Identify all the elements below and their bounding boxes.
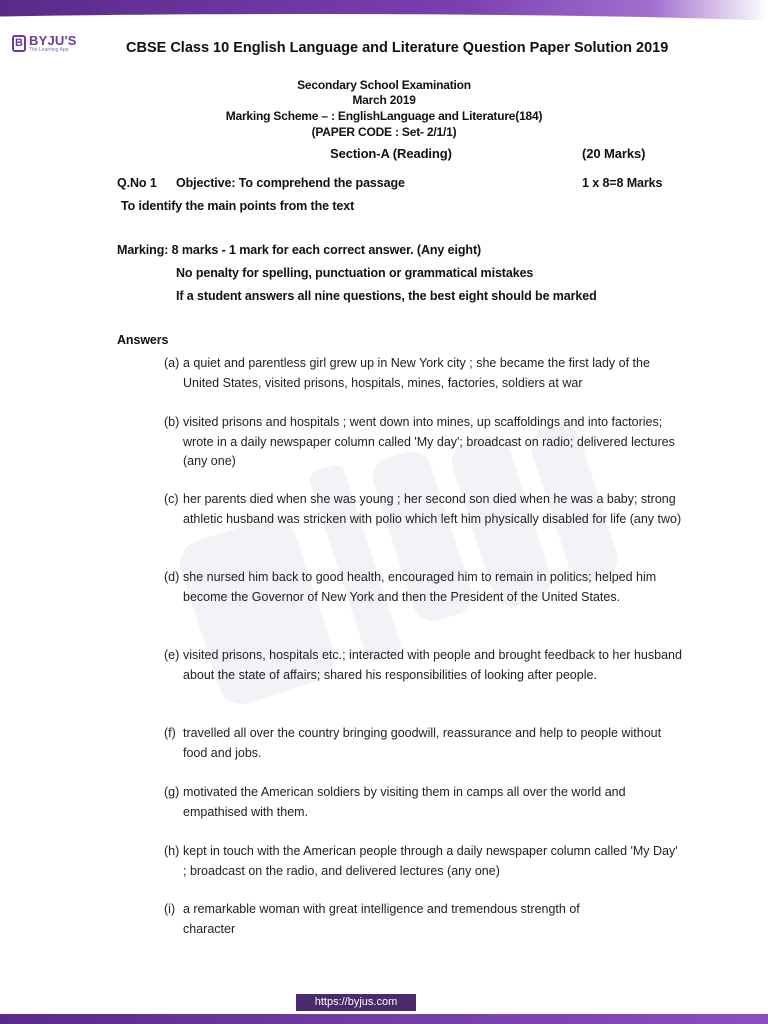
answer-item: [164, 490, 684, 529]
answer-text: travelled all over the country bringing goodwill, reassurance and help to people without food and jobs.: [183, 726, 662, 760]
logo-name: BYJU'S: [29, 33, 77, 48]
marking-rule-3: If a student answers all nine questions, the best eight should be marked: [176, 289, 597, 303]
answer-item: [164, 783, 684, 822]
answer-item: [164, 724, 684, 763]
answer-item: [164, 354, 684, 393]
marking-rule-1: Marking: 8 marks - 1 mark for each correct answer. (Any eight): [117, 243, 482, 257]
answer-text: a remarkable woman with great intelligence and tremendous strength of character: [183, 902, 580, 936]
footer-url-link[interactable]: https://byjus.com: [296, 994, 416, 1011]
answer-item: [164, 568, 684, 607]
logo-tagline: The Learning App: [29, 47, 69, 53]
answer-item: [164, 413, 684, 472]
answer-label: (c): [164, 492, 179, 506]
answer-text: kept in touch with the American people through a daily newspaper column called 'My Day' ; broadcast on the radio, and delivered lectures (any one): [183, 844, 678, 878]
question-objective: Objective: To comprehend the passage: [176, 176, 405, 190]
logo-mark-icon: B: [12, 35, 26, 52]
answer-text: a quiet and parentless girl grew up in New York city ; she became the first lady of the United States, visited prisons, hospitals, mines, factories, soldiers at war: [183, 356, 650, 390]
exam-name: Secondary School Examination: [297, 78, 471, 92]
answer-label: (h): [164, 844, 180, 858]
answer-label: (e): [164, 648, 180, 662]
section-heading: Section-A (Reading): [330, 146, 452, 161]
answer-text: visited prisons and hospitals ; went down into mines, up scaffoldings and into factories; wrote in a daily newspaper column called 'My day'; broadcast on radio; delivered lectures (any one): [183, 415, 675, 468]
marking-scheme-title: Marking Scheme – : EnglishLanguage and Literature(184): [225, 109, 543, 123]
section-marks: (20 Marks): [582, 146, 646, 161]
question-marks: 1 x 8=8 Marks: [582, 176, 663, 190]
answer-label: (i): [164, 902, 176, 916]
answers-heading: Answers: [117, 333, 169, 347]
answer-text: her parents died when she was young ; her second son died when he was a baby; strong athletic husband was stricken with polio which left him physically disabled for life (any two): [183, 492, 682, 526]
answer-label: (b): [164, 415, 180, 429]
logo-text: [29, 34, 77, 53]
marking-rule-2: No penalty for spelling, punctuation or grammatical mistakes: [176, 266, 534, 280]
answer-item: [164, 900, 634, 939]
answer-item: [164, 842, 684, 881]
answer-item: [164, 646, 684, 685]
answer-text: visited prisons, hospitals etc.; interacted with people and brought feedback to her husband about the state of affairs; shared his responsibilities of looking after people.: [183, 648, 682, 682]
document-title: CBSE Class 10 English Language and Literature Question Paper Solution 2019: [126, 40, 669, 56]
exam-date: March 2019: [352, 93, 416, 107]
answer-label: (d): [164, 570, 180, 584]
answer-label: (f): [164, 726, 176, 740]
paper-code: (PAPER CODE : Set- 2/1/1): [311, 125, 457, 139]
bottom-banner: [0, 1014, 768, 1024]
answer-label: (a): [164, 356, 180, 370]
question-objective-2: To identify the main points from the text: [121, 199, 355, 213]
answer-label: (g): [164, 785, 180, 799]
answer-text: motivated the American soldiers by visiting them in camps all over the world and empathised with them.: [183, 785, 626, 819]
byjus-logo: [12, 34, 77, 53]
answer-text: she nursed him back to good health, encouraged him to remain in politics; helped him become the Governor of New York and then the President of the United States.: [183, 570, 657, 604]
question-number: Q.No 1: [117, 176, 157, 190]
